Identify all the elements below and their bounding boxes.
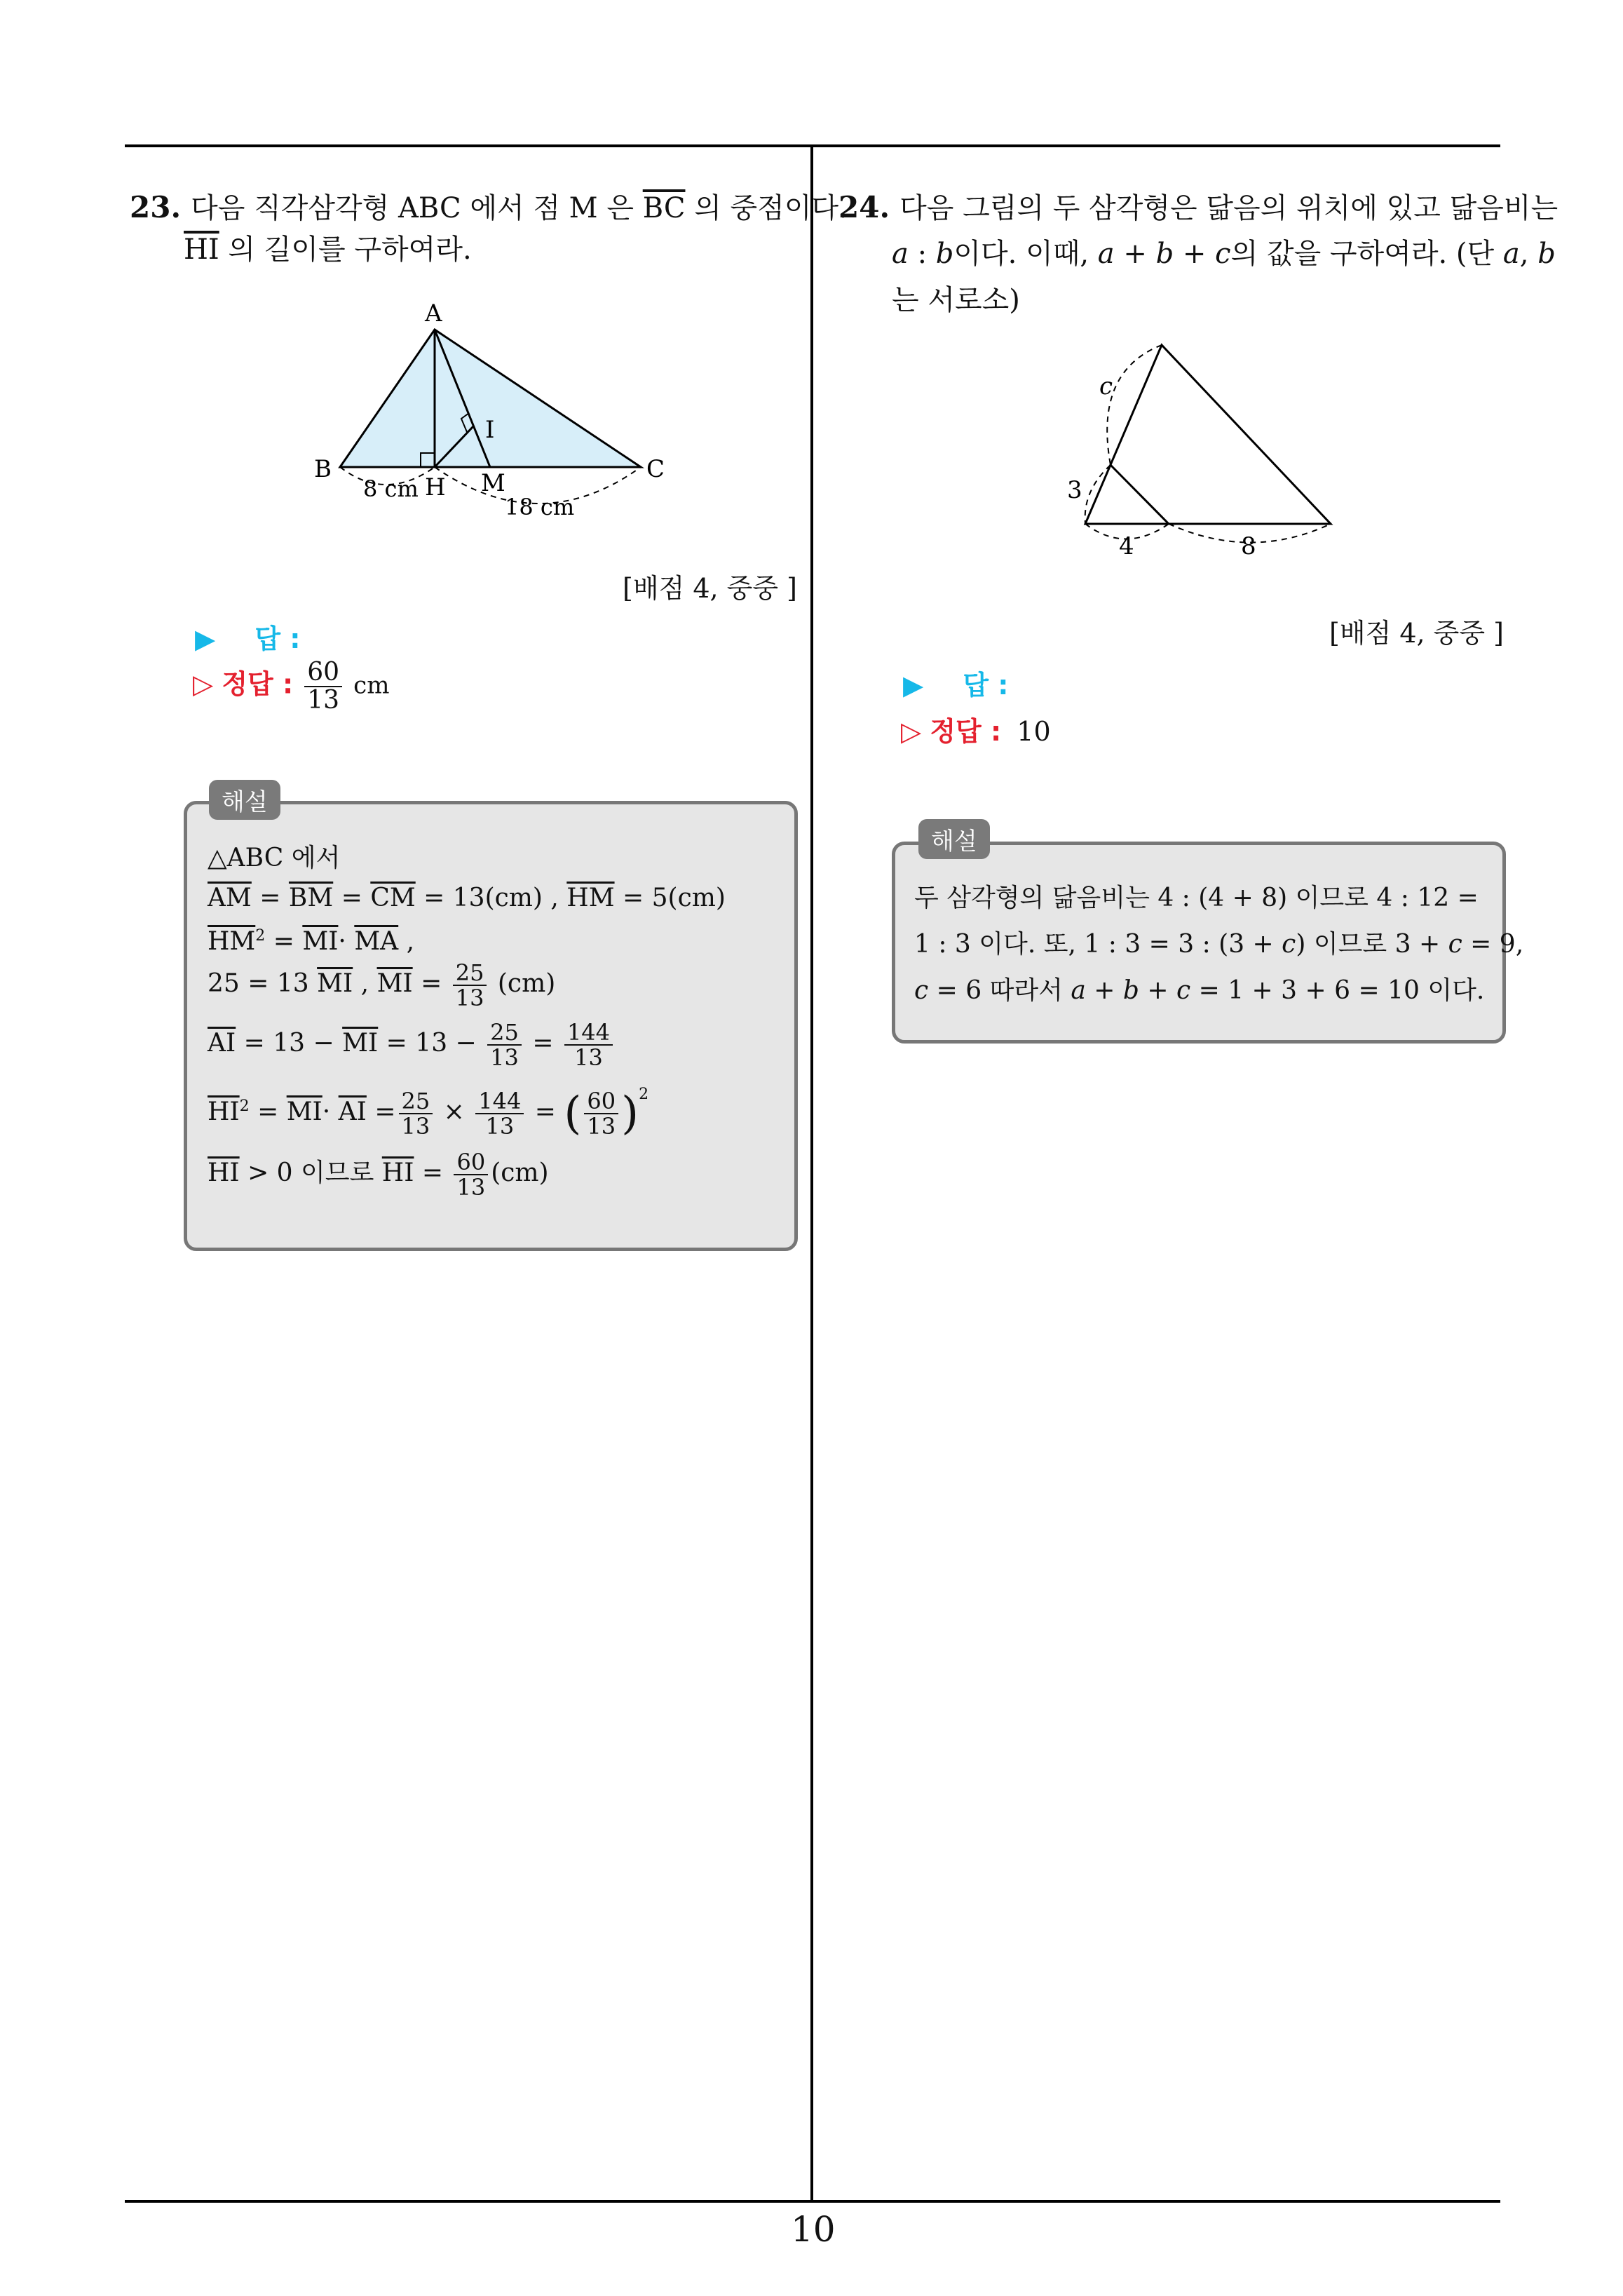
small-triangle-side — [1111, 465, 1169, 524]
q23-line2: $\overline{HI}$ 의 길이를 구하여라. — [184, 234, 472, 266]
triangle-abc — [340, 330, 641, 467]
q24-score: [배점 4, 중중 ] — [1329, 618, 1504, 649]
label-c: C — [646, 455, 665, 483]
correct-fraction: $\frac{60}{13}$ — [304, 659, 342, 714]
correct-label: 정답 : — [222, 668, 294, 700]
q23-solution-tag: 해설 — [209, 780, 280, 820]
label-h: H — [425, 473, 446, 501]
q24-sol-line3: c = 6 따라서 a + b + c = 1 + 3 + 6 = 10 이다. — [914, 976, 1485, 1005]
answer-label: 답 : — [963, 670, 1009, 701]
column-divider — [810, 144, 813, 2203]
label-a: A — [425, 299, 442, 327]
play-triangle-icon: ▶ — [903, 670, 924, 701]
label-b: B — [314, 455, 332, 483]
q24-number: 24. — [838, 190, 890, 224]
q23-sol-line2: $\overline{AM} = \overline{BM} = \overline{CM} = 13(cm)$ , $\overline{HM} = 5(cm)$ — [208, 884, 726, 912]
q23-sol-line7: $\overline{HI} > 0$ 이므로 $\overline{HI}$ = $\frac{60}{13}$ (cm) — [208, 1149, 549, 1201]
play-triangle-icon: ▶ — [195, 623, 216, 654]
q23-answer-row — [195, 617, 300, 656]
correct-label: 정답 : — [930, 716, 1002, 747]
length-hc: 18 cm — [505, 494, 575, 519]
q24-line1: 24. 다음 그림의 두 삼각형은 닮음의 위치에 있고 닮음비는 — [838, 190, 1559, 224]
segment-hi: $\overline{HI}$ — [184, 234, 219, 266]
correct-unit: cm — [353, 671, 390, 700]
q24-correct-row — [901, 710, 1051, 748]
q23-sol-line6: $\overline{HI}^2 = \overline{MI}\cdot \overline{AI}$ = $\frac{25}{13}$ × $\frac{144}{13}$ = ( $\frac{60}{13}$ )$^2$ — [208, 1086, 649, 1140]
q24-answer-row — [903, 663, 1008, 702]
q23-score: [배점 4, 중중 ] — [623, 573, 797, 604]
label-4: 4 — [1119, 532, 1134, 560]
q23-number: 23. — [130, 190, 182, 224]
answer-label: 답 : — [254, 623, 301, 654]
q23-sol-line5: $\overline{AI} = 13 - \overline{MI} = 13$ − $\frac{25}{13}$ = $\frac{144}{13}$ — [208, 1020, 616, 1069]
q23-triangle-figure — [308, 295, 687, 519]
q23-correct-row — [193, 659, 389, 714]
q24-line3: 는 서로소) — [892, 284, 1020, 316]
q23-sol-line1: △ABC 에서 — [208, 844, 341, 872]
q24-solution-tag: 해설 — [918, 819, 990, 859]
label-3: 3 — [1067, 476, 1082, 504]
q24-line2: a : b이다. 이때, a + b + c의 값을 구하여라. (단 a, b — [892, 238, 1556, 270]
q23-sol-line3: $\overline{HM}^2 = \overline{MI}\cdot \overline{MA}$ , — [208, 927, 415, 956]
large-triangle — [1085, 345, 1331, 524]
label-i: I — [485, 416, 495, 444]
q23-line1: 23. 다음 직각삼각형 ABC 에서 점 M 은 $\overline{BC}$ 의 중점이다. — [130, 190, 848, 224]
outline-triangle-icon: ▷ — [193, 668, 214, 700]
q24-sol-line2: 1 : 3 이다. 또, 1 : 3 = 3 : (3 + c) 이므로 3 + c = 9, — [914, 930, 1524, 959]
q24-similar-triangles-figure — [1052, 330, 1360, 575]
segment-bc: $\overline{BC}$ — [642, 192, 686, 224]
page-number: 10 — [791, 2209, 836, 2250]
bottom-rule — [125, 2200, 1500, 2203]
correct-value: 10 — [1017, 716, 1051, 747]
q23-sol-line4: 25 = 13 $\overline{MI}$ , $\overline{MI}$ = $\frac{25}{13}$ (cm) — [208, 959, 556, 1011]
label-8: 8 — [1241, 532, 1256, 560]
q24-sol-line1: 두 삼각형의 닮음비는 4 : (4 + 8) 이므로 4 : 12 = — [914, 884, 1479, 912]
outline-triangle-icon: ▷ — [901, 716, 922, 747]
label-m: M — [481, 469, 505, 497]
label-c: c — [1099, 372, 1113, 400]
length-bh: 8 cm — [363, 475, 419, 502]
